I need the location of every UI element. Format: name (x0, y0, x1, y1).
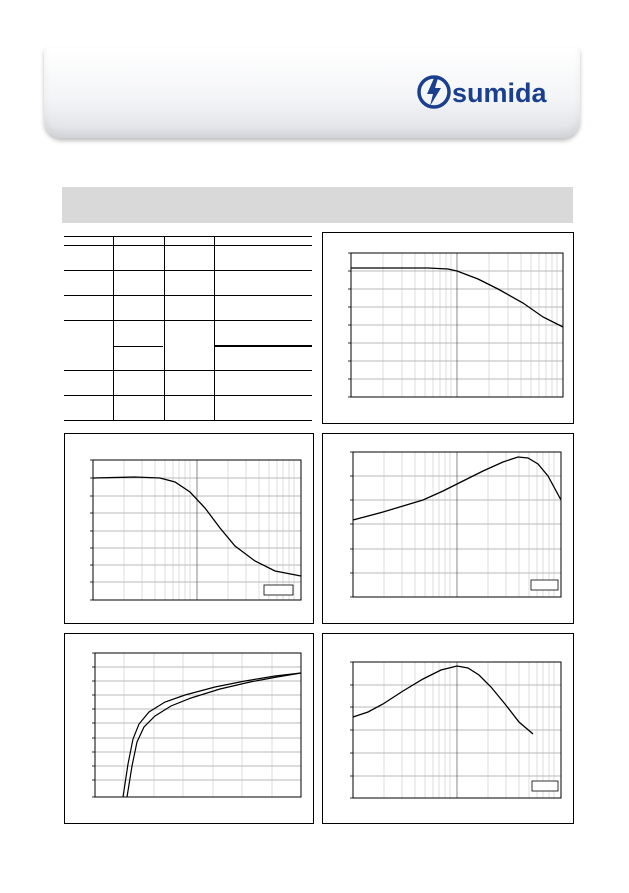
graph-5-legend (532, 781, 558, 791)
graph-5 (323, 634, 573, 823)
spec-table (64, 236, 312, 421)
sumida-logo (416, 74, 556, 110)
graph-3 (323, 434, 573, 623)
graph-panel-4 (64, 633, 314, 824)
graph-2-legend (264, 585, 293, 595)
graph-4 (65, 634, 313, 823)
graph-4-curve-b (127, 673, 301, 797)
graph-panel-5 (322, 633, 574, 824)
graph-3-legend (531, 580, 558, 590)
section-title-bar (62, 187, 573, 223)
logo-text: sumida (452, 78, 547, 108)
graph-1 (323, 233, 573, 423)
graph-panel-2 (64, 433, 314, 624)
graph-panel-1 (322, 232, 574, 424)
graph-panel-3 (322, 433, 574, 624)
graph-2 (65, 434, 313, 623)
